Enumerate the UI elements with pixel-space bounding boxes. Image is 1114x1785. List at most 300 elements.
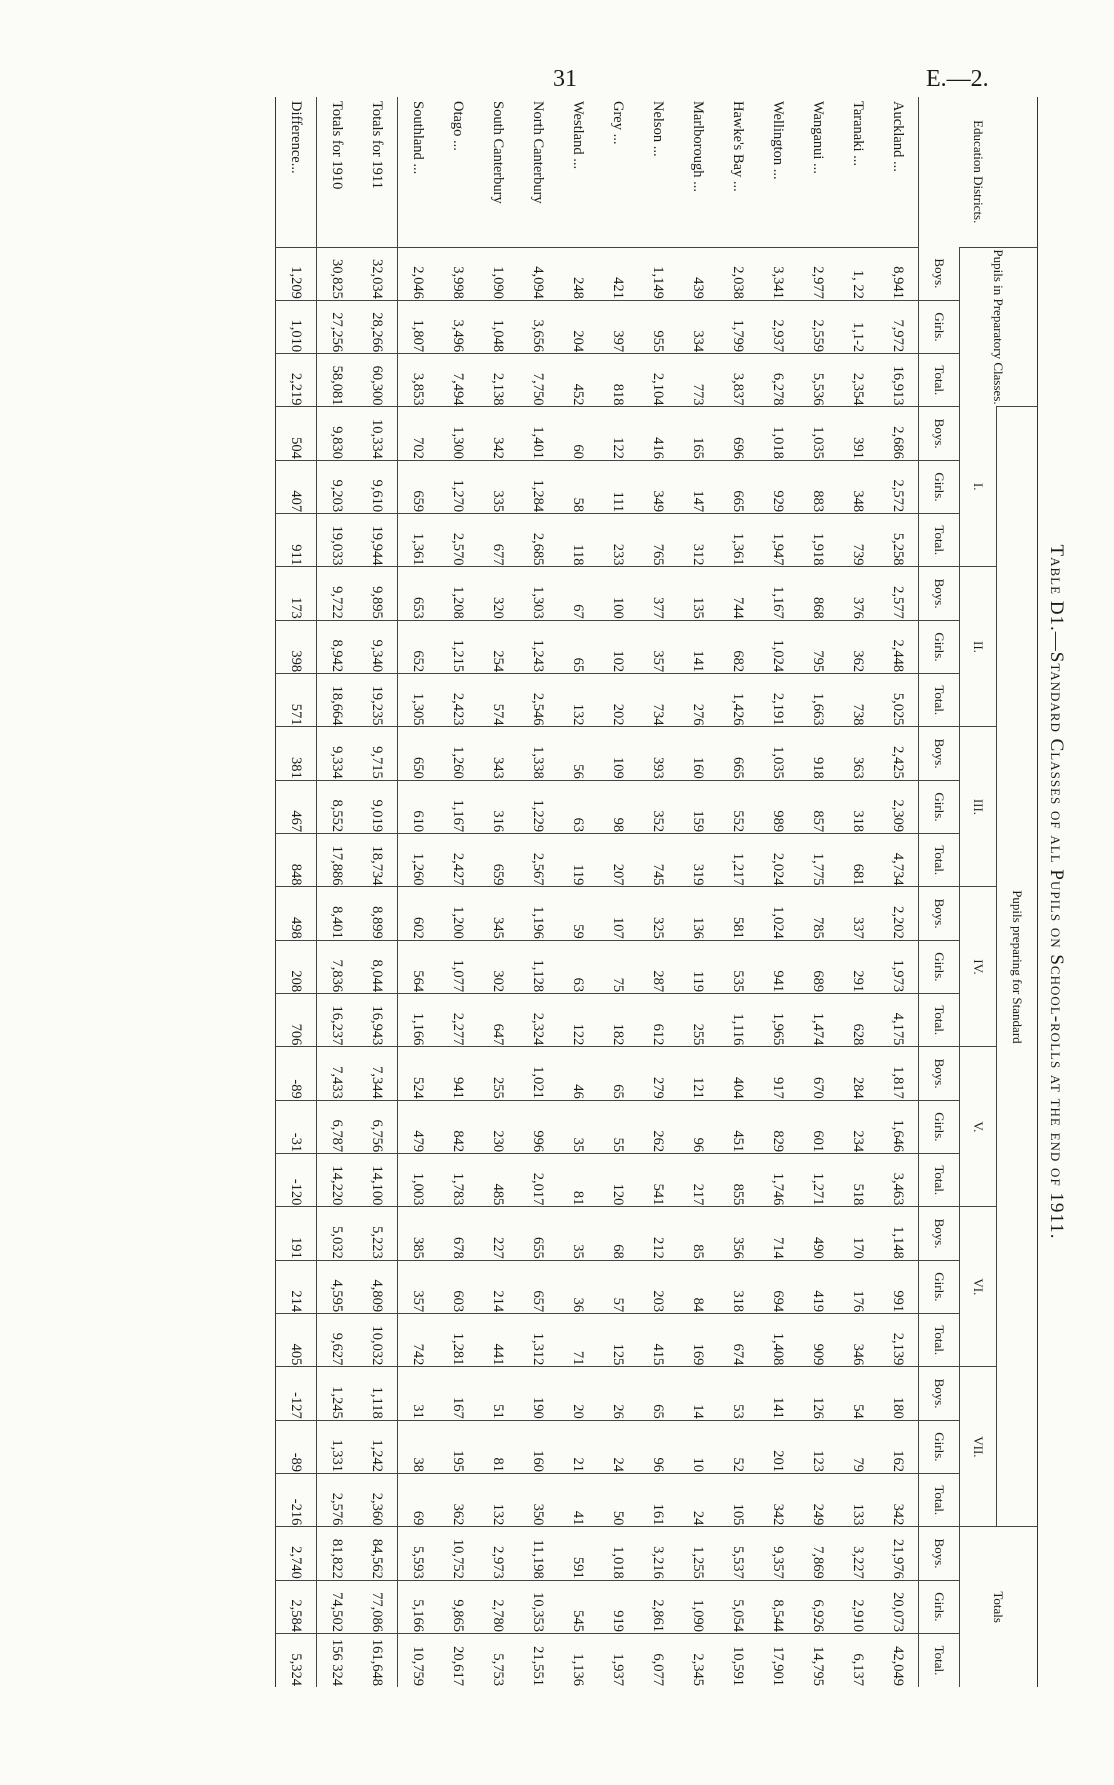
district-name: Westland ... [570,101,587,170]
table-row [518,97,558,1687]
table-cell: 312 [678,514,718,567]
table-cell: 855 [718,1154,758,1207]
header-sub-total: Total. [919,674,960,727]
table-cell: 2,740 [276,1527,317,1580]
table-cell: 291 [838,940,878,993]
table-cell: 156 324 [317,1634,358,1687]
table-cell: 415 [638,1314,678,1367]
header-standard: III. [960,727,997,887]
table-cell: 393 [638,727,678,780]
header-standard: IV. [960,887,997,1047]
table-cell: 996 [518,1100,558,1153]
table-cell: 955 [638,300,678,353]
table-cell: 19,944 [357,514,398,567]
table-cell: 3,853 [398,354,439,407]
table-cell: 1,208 [438,567,478,620]
rotated-table-block [274,97,1074,1687]
page-number: 31 [553,66,577,92]
table-cell: 1,245 [317,1367,358,1420]
table-cell: 1,361 [718,514,758,567]
table-cell: 7,750 [518,354,558,407]
table-cell: 398 [276,620,317,673]
table-cell: 1,077 [438,940,478,993]
table-cell: 63 [558,780,598,833]
table-cell: 738 [838,674,878,727]
table-cell: 85 [678,1207,718,1260]
district-name: Marlborough ... [690,101,707,193]
table-cell: 9,610 [357,460,398,513]
table-cell: 46 [558,1047,598,1100]
table-cell: 405 [276,1314,317,1367]
table-cell: 1,807 [398,300,439,353]
table-cell: 69 [398,1474,439,1527]
table-cell: 1,116 [718,994,758,1047]
table-cell: 233 [598,514,638,567]
table-cell: 362 [838,620,878,673]
table-cell: 1,035 [798,407,838,460]
table-cell: 857 [798,780,838,833]
table-cell: 591 [558,1527,598,1580]
table-cell: 1,118 [357,1367,398,1420]
table-cell: 674 [718,1314,758,1367]
table-cell: 204 [558,300,598,353]
table-cell: 1,270 [438,460,478,513]
table-cell: 2,584 [276,1580,317,1633]
table-cell: 6,077 [638,1634,678,1687]
header-totals: Totals [960,1527,1038,1687]
table-cell: 416 [638,407,678,460]
table-cell: 571 [276,674,317,727]
table-cell: 5,054 [718,1580,758,1633]
table-cell: 79 [838,1420,878,1473]
table-cell: 929 [758,460,798,513]
table-cell: 65 [638,1367,678,1420]
table-cell: 16,913 [878,354,919,407]
table-cell: 2,104 [638,354,678,407]
table-cell: 2,572 [878,460,919,513]
table-cell: 255 [478,1047,518,1100]
table-cell: 169 [678,1314,718,1367]
table-cell: 249 [798,1474,838,1527]
table-cell: 1,128 [518,940,558,993]
table-cell: 421 [598,247,638,300]
header-standard: II. [960,567,997,727]
table-cell: 84,562 [357,1527,398,1580]
table-cell: 41 [558,1474,598,1527]
table-cell: 1,018 [758,407,798,460]
table-cell: 1,746 [758,1154,798,1207]
header-sub-total: Total. [919,1634,960,1687]
table-cell: 20 [558,1367,598,1420]
table-cell: 883 [798,460,838,513]
table-title: Table D1.—Standard Classes of all Pupils on School-rolls at the end of 1911. [1046,544,1067,1240]
table-cell: 659 [398,460,439,513]
table-cell: 162 [878,1420,919,1473]
table-cell: 1,1-2 [838,300,878,353]
district-name: Auckland ... [890,101,907,172]
table-cell: 123 [798,1420,838,1473]
table-cell: 14 [678,1367,718,1420]
table-cell: 348 [838,460,878,513]
table-cell: 1,243 [518,620,558,673]
table-cell: 9,830 [317,407,358,460]
table-cell: 682 [718,620,758,673]
table-cell: 919 [598,1580,638,1633]
table-cell: 6,926 [798,1580,838,1633]
header-sub-girls: Girls. [919,1420,960,1473]
district-name: North Canterbury [530,101,547,204]
table-cell: 147 [678,460,718,513]
table-cell: 349 [638,460,678,513]
table-cell: 65 [558,620,598,673]
header-prep: Pupils in Preparatory Classes. [960,247,1038,407]
table-cell: 714 [758,1207,798,1260]
table-cell: 795 [798,620,838,673]
header-sub-boys: Boys. [919,1527,960,1580]
table-cell: 65 [598,1047,638,1100]
table-cell: 54 [838,1367,878,1420]
table-cell: 7,433 [317,1047,358,1100]
table-cell: 111 [598,460,638,513]
page-reference: E.—2. [926,66,989,92]
table-cell: 14,795 [798,1634,838,1687]
header-district: Education Districts. [919,97,1038,247]
header-sub-total: Total. [919,354,960,407]
table-cell: 451 [718,1100,758,1153]
district-name: South Canterbury [490,101,507,204]
table-cell: 1,136 [558,1634,598,1687]
table-cell: 419 [798,1260,838,1313]
table-cell: 58 [558,460,598,513]
table-cell: 9,895 [357,567,398,620]
table-cell: 335 [478,460,518,513]
table-cell: 10,591 [718,1634,758,1687]
table-cell: 217 [678,1154,718,1207]
table-cell: 17,901 [758,1634,798,1687]
table-cell: 3,496 [438,300,478,353]
header-standard: V. [960,1047,997,1207]
table-cell: 24 [678,1474,718,1527]
table-cell: 3,656 [518,300,558,353]
table-cell: 287 [638,940,678,993]
table-cell: 132 [478,1474,518,1527]
table-cell: 2,937 [758,300,798,353]
header-sub-total: Total. [919,1474,960,1527]
totals-row [357,97,398,1687]
table-cell: 118 [558,514,598,567]
table-cell: 2,977 [798,247,838,300]
table-cell: -89 [276,1047,317,1100]
table-cell: 28,266 [357,300,398,353]
table-cell: 1,260 [398,834,439,887]
table-cell: 352 [638,780,678,833]
table-cell: 2,425 [878,727,919,780]
table-cell: 19,235 [357,674,398,727]
table-cell: 829 [758,1100,798,1153]
table-cell: 524 [398,1047,439,1100]
table-cell: 1,783 [438,1154,478,1207]
table-cell: 659 [478,834,518,887]
table-cell: 32,034 [357,247,398,300]
table-cell: 214 [478,1260,518,1313]
table-cell: 842 [438,1100,478,1153]
table-cell: 9,865 [438,1580,478,1633]
table-cell: 665 [718,460,758,513]
table-cell: 681 [838,834,878,887]
table-cell: 1,260 [438,727,478,780]
table-cell: 6,278 [758,354,798,407]
table-cell: 135 [678,567,718,620]
table-cell: 2,576 [317,1474,358,1527]
table-cell: 2,360 [357,1474,398,1527]
table-cell: 160 [518,1420,558,1473]
table-cell: 16,237 [317,994,358,1047]
table-cell: 4,094 [518,247,558,300]
table-cell: 441 [478,1314,518,1367]
table-cell: 160 [678,727,718,780]
table-cell: 363 [838,727,878,780]
table-row [838,97,878,1687]
table-cell: 818 [598,354,638,407]
header-standard: VI. [960,1207,997,1367]
table-cell: 57 [598,1260,638,1313]
table-cell: 77,086 [357,1580,398,1633]
table-cell: 350 [518,1474,558,1527]
table-cell: 136 [678,887,718,940]
table-cell: 68 [598,1207,638,1260]
table-cell: 745 [638,834,678,887]
table-cell: 765 [638,514,678,567]
table-cell: 176 [838,1260,878,1313]
table-cell: 59 [558,887,598,940]
district-name: Difference... [276,97,317,247]
header-sub-boys: Boys. [919,887,960,940]
table-cell: 8,552 [317,780,358,833]
table-cell: 2,423 [438,674,478,727]
table-cell: 10,759 [398,1634,439,1687]
table-cell: 1,965 [758,994,798,1047]
table-cell: 9,019 [357,780,398,833]
table-cell: 467 [276,780,317,833]
header-sub-total: Total. [919,1154,960,1207]
table-cell: 316 [478,780,518,833]
table-cell: 27,256 [317,300,358,353]
table-cell: 1,474 [798,994,838,1047]
table-cell: 1,426 [718,674,758,727]
table-cell: 122 [558,994,598,1047]
table-cell: 5,166 [398,1580,439,1633]
header-sub-boys: Boys. [919,1047,960,1100]
table-cell: 376 [838,567,878,620]
table-cell: 21 [558,1420,598,1473]
header-sub-girls: Girls. [919,1580,960,1633]
table-cell: 3,341 [758,247,798,300]
table-cell: 650 [398,727,439,780]
table-cell: 84 [678,1260,718,1313]
table-cell: 2,685 [518,514,558,567]
table-cell: 1,090 [478,247,518,300]
table-cell: 601 [798,1100,838,1153]
header-sub-total: Total. [919,834,960,887]
table-cell: 36 [558,1260,598,1313]
table-cell: 5,258 [878,514,919,567]
table-cell: 848 [276,834,317,887]
table-cell: 552 [718,780,758,833]
table-cell: 991 [878,1260,919,1313]
table-cell: 105 [718,1474,758,1527]
table-cell: 535 [718,940,758,993]
table-cell: 276 [678,674,718,727]
table-cell: 122 [598,407,638,460]
table-cell: 10,334 [357,407,398,460]
table-cell: 2,324 [518,994,558,1047]
table-cell: 279 [638,1047,678,1100]
table-cell: 1,338 [518,727,558,780]
table-cell: 4,734 [878,834,919,887]
table-cell: 1,799 [718,300,758,353]
table-cell: 1,024 [758,887,798,940]
table-cell: 60,300 [357,354,398,407]
header-sub-boys: Boys. [919,1207,960,1260]
table-cell: 744 [718,567,758,620]
table-cell: 18,734 [357,834,398,887]
table-cell: 345 [478,887,518,940]
standard-classes-table [275,97,1038,1687]
table-cell: 2,577 [878,567,919,620]
table-cell: 125 [598,1314,638,1367]
table-cell: 3,216 [638,1527,678,1580]
table-cell: 67 [558,567,598,620]
table-cell: 8,401 [317,887,358,940]
header-sub-boys: Boys. [919,247,960,300]
table-cell: -120 [276,1154,317,1207]
district-name: Nelson ... [650,101,667,157]
table-cell: 504 [276,407,317,460]
table-cell: 342 [878,1474,919,1527]
table-cell: 10,752 [438,1527,478,1580]
table-cell: 356 [718,1207,758,1260]
table-cell: 2,017 [518,1154,558,1207]
table-cell: 8,544 [758,1580,798,1633]
table-cell: 9,203 [317,460,358,513]
header-standard: VII. [960,1367,997,1527]
table-cell: 9,715 [357,727,398,780]
table-cell: 1,215 [438,620,478,673]
table-cell: 498 [276,887,317,940]
table-cell: 74,502 [317,1580,358,1633]
header-sub-total: Total. [919,994,960,1047]
table-cell: 18,664 [317,674,358,727]
table-cell: 2,546 [518,674,558,727]
table-cell: 180 [878,1367,919,1420]
header-sub-girls: Girls. [919,460,960,513]
table-cell: 1,209 [276,247,317,300]
table-cell: 2,038 [718,247,758,300]
table-cell: 2,686 [878,407,919,460]
table-cell: 581 [718,887,758,940]
table-cell: 652 [398,620,439,673]
table-row [758,97,798,1687]
table-cell: 320 [478,567,518,620]
table-cell: 5,536 [798,354,838,407]
table-cell: 96 [638,1420,678,1473]
table-cell: 161 [638,1474,678,1527]
table-cell: 1,663 [798,674,838,727]
table-cell: 1,401 [518,407,558,460]
table-cell: 706 [276,994,317,1047]
table-cell: 201 [758,1420,798,1473]
table-cell: 81 [558,1154,598,1207]
table-cell: 941 [438,1047,478,1100]
header-sub-girls: Girls. [919,620,960,673]
table-cell: 248 [558,247,598,300]
district-name: Hawke's Bay ... [730,101,747,192]
table-cell: 109 [598,727,638,780]
table-row [438,97,478,1687]
table-cell: 7,972 [878,300,919,353]
table-cell: 10,032 [357,1314,398,1367]
header-sub-girls: Girls. [919,1100,960,1153]
table-cell: 58,081 [317,354,358,407]
table-cell: 4,175 [878,994,919,1047]
table-cell: 20,073 [878,1580,919,1633]
table-cell: 207 [598,834,638,887]
table-cell: 16,943 [357,994,398,1047]
table-cell: 1,284 [518,460,558,513]
table-cell: 100 [598,567,638,620]
table-cell: 133 [838,1474,878,1527]
table-cell: 407 [276,460,317,513]
table-cell: 182 [598,994,638,1047]
table-cell: 195 [438,1420,478,1473]
table-cell: 670 [798,1047,838,1100]
table-cell: 227 [478,1207,518,1260]
table-cell: 9,334 [317,727,358,780]
table-cell: 6,787 [317,1100,358,1153]
table-cell: 917 [758,1047,798,1100]
table-cell: 8,941 [878,247,919,300]
table-cell: 10,353 [518,1580,558,1633]
table-cell: 212 [638,1207,678,1260]
table-cell: 7,836 [317,940,358,993]
table-cell: 26 [598,1367,638,1420]
table-cell: 941 [758,940,798,993]
header-sub-girls: Girls. [919,1260,960,1313]
table-cell: 357 [638,620,678,673]
table-cell: 785 [798,887,838,940]
table-cell: 71 [558,1314,598,1367]
table-cell: 357 [398,1260,439,1313]
table-cell: 2,910 [838,1580,878,1633]
table-cell: 610 [398,780,439,833]
table-cell: 377 [638,567,678,620]
table-cell: 42,049 [878,1634,919,1687]
table-cell: 1,149 [638,247,678,300]
header-sub-girls: Girls. [919,940,960,993]
table-cell: 1,024 [758,620,798,673]
table-cell: 11,198 [518,1527,558,1580]
table-cell: 132 [558,674,598,727]
table-cell: 2,973 [478,1527,518,1580]
table-cell: 30,825 [317,247,358,300]
table-cell: 574 [478,674,518,727]
table-cell: 8,899 [357,887,398,940]
table-cell: 318 [838,780,878,833]
table-cell: 1,305 [398,674,439,727]
table-cell: 1,167 [438,780,478,833]
table-cell: 4,809 [357,1260,398,1313]
table-cell: 1,361 [398,514,439,567]
